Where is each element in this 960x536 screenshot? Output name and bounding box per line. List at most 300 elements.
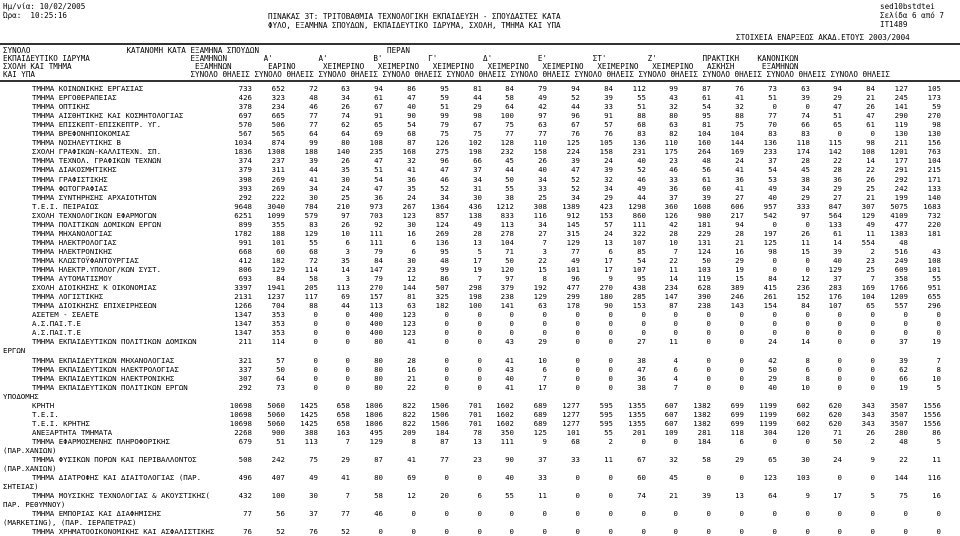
table-cell: 296 <box>927 301 941 311</box>
table-cell: 119 <box>894 120 908 130</box>
table-cell: 43 <box>505 364 514 374</box>
table-cell: 13 <box>473 237 482 247</box>
table-cell: 261 <box>763 292 777 302</box>
table-cell: 5060 <box>267 400 285 410</box>
table-cell: 220 <box>927 219 941 229</box>
table-cell: 0 <box>477 319 482 329</box>
table-cell: 0 <box>706 382 711 392</box>
table-cell: 234 <box>664 283 678 293</box>
table-cell: 36 <box>735 174 744 184</box>
table-cell: 43 <box>932 246 941 256</box>
table-cell: 184 <box>435 427 449 437</box>
table-cell: 3507 <box>890 400 908 410</box>
table-cell: 628 <box>697 283 711 293</box>
table-cell: 33 <box>571 455 580 465</box>
table-cell: 198 <box>468 147 482 157</box>
table-cell: 13 <box>604 237 613 247</box>
table-cell: 400 <box>369 328 383 338</box>
table-cell: 34 <box>538 174 547 184</box>
table-cell: 0 <box>706 328 711 338</box>
table-cell: 39 <box>801 93 810 103</box>
table-cell: 0 <box>837 328 842 338</box>
table-cell: 0 <box>837 364 842 374</box>
table-cell: 76 <box>735 84 744 93</box>
table-cell: 26 <box>801 228 810 238</box>
table-row-label: Α.Σ.ΠΑΙ.Τ.Ε <box>32 328 81 338</box>
table-cell: 24 <box>604 228 613 238</box>
table-cell: 33 <box>538 183 547 193</box>
table-cell: 126 <box>664 210 678 220</box>
table-cell: 264 <box>697 147 711 157</box>
table-cell: 42 <box>669 219 678 229</box>
table-cell: 57 <box>276 355 285 365</box>
table-cell: 37 <box>768 156 777 166</box>
table-cell: 34 <box>440 192 449 202</box>
table-cell: 77 <box>440 455 449 465</box>
table-cell: 46 <box>440 174 449 184</box>
table-cell: 25 <box>866 183 875 193</box>
table-row-label: Α.Σ.ΠΑΙ.Τ.Ε <box>32 319 81 329</box>
table-cell: 19 <box>932 337 941 347</box>
table-cell: 1034 <box>234 138 252 148</box>
table-cell: 0 <box>805 328 810 338</box>
table-cell: 1608 <box>693 201 711 211</box>
table-cell: 26 <box>538 156 547 166</box>
table-cell: 49 <box>637 183 646 193</box>
table-cell: 63 <box>407 301 416 311</box>
table-cell: 40 <box>833 255 842 265</box>
table-cell: 37 <box>833 274 842 284</box>
table-cell: 292 <box>238 192 252 202</box>
table-cell: 0 <box>772 265 777 274</box>
table-cell: 10 <box>932 373 941 383</box>
table-cell: 144 <box>730 138 744 148</box>
table-cell: 113 <box>369 301 383 311</box>
table-cell: 699 <box>730 409 744 419</box>
table-row-label: ΤΜΗΜΑ ΕΚΠΑΙΔΕΥΤΙΚΩΝ ΠΟΛΙΤΙΚΩΝ ΔΟΜΙΚΩΝ <box>32 337 197 347</box>
table-cell: 138 <box>468 210 482 220</box>
table-row-label: ΤΜΗΜΑ ΕΚΠΑΙΔΕΥΤΙΚΩΝ ΗΛΕΚΤΡΟΛΟΓΙΑΣ <box>32 364 179 374</box>
table-cell: 33 <box>669 174 678 184</box>
table-cell: 0 <box>936 319 941 329</box>
table-cell: 47 <box>407 93 416 103</box>
table-cell: 290 <box>894 111 908 121</box>
table-cell: 701 <box>468 418 482 428</box>
table-cell: 74 <box>637 491 646 501</box>
table-cell: 144 <box>894 473 908 483</box>
table-cell: 270 <box>599 283 613 293</box>
table-cell: 0 <box>772 219 777 229</box>
table-cell: 71 <box>833 427 842 437</box>
table-cell: 52 <box>637 165 646 175</box>
table-cell: 0 <box>673 310 678 320</box>
table-cell: 60 <box>702 183 711 193</box>
table-row-label: ΤΜΗΜΑ ΧΡΗΜΑΤΟΟΙΚΟΝΟΜΙΚΗΣ ΚΑΙ ΑΣΦΑΛΙΣΤΙΚΗΣ <box>32 527 215 536</box>
table-cell: 4 <box>673 355 678 365</box>
table-cell: 606 <box>730 201 744 211</box>
table-cell: 55 <box>932 274 941 284</box>
table-cell: 0 <box>575 491 580 501</box>
table-cell: 52 <box>571 174 580 184</box>
table-cell: 43 <box>669 93 678 103</box>
table-cell: 1382 <box>693 400 711 410</box>
table-cell: 91 <box>604 111 613 121</box>
table-cell: 6 <box>805 364 810 374</box>
table-row-label: ΤΜΗΜΑ ΦΥΣΙΚΩΝ ΠΟΡΩΝ ΚΑΙ ΠΕΡΙΒΑΛΛΟΝΤΟΣ <box>32 455 197 465</box>
table-cell: 0 <box>739 509 744 519</box>
table-cell: 86 <box>932 427 941 437</box>
table-cell: 6 <box>411 246 416 256</box>
table-cell: 63 <box>538 301 547 311</box>
table-cell: 991 <box>238 237 252 247</box>
table-cell: 374 <box>238 156 252 166</box>
table-cell: 322 <box>632 228 646 238</box>
table-cell: 0 <box>706 310 711 320</box>
table-cell: 607 <box>664 418 678 428</box>
table-cell: 120 <box>796 427 810 437</box>
table-cell: 0 <box>706 364 711 374</box>
table-row-label: ΤΜΗΜΑ ΣΥΝΤΗΡΗΣΗΣ ΑΡΧΑΙΟΤΗΤΩΝ <box>32 192 157 202</box>
table-row-label: ΤΜΗΜΑ ΕΚΠΑΙΔΕΥΤΙΚΩΝ ΠΟΛΙΤΙΚΩΝ ΕΡΓΩΝ <box>32 382 188 392</box>
table-cell: 105 <box>599 138 613 148</box>
table-cell: 125 <box>566 138 580 148</box>
table-cell: 147 <box>369 265 383 274</box>
table-cell: 5 <box>936 382 941 392</box>
table-cell: 10 <box>538 355 547 365</box>
table-cell: 407 <box>271 473 285 483</box>
table-cell: 822 <box>402 400 416 410</box>
table-cell: 14 <box>866 156 875 166</box>
group-caption: ΣΗΤΕΙΑΣ) <box>3 482 39 492</box>
table-cell: 75 <box>473 129 482 139</box>
table-cell: 0 <box>444 382 449 392</box>
table-cell: 1602 <box>496 418 514 428</box>
table-cell: 84 <box>768 274 777 284</box>
table-cell: 68 <box>571 436 580 446</box>
table-cell: 1556 <box>923 409 941 419</box>
table-cell: 36 <box>669 183 678 193</box>
table-cell: 0 <box>345 310 350 320</box>
table-cell: 3 <box>345 274 350 284</box>
table-cell: 133 <box>828 219 842 229</box>
table-cell: 0 <box>608 382 613 392</box>
table-cell: 12 <box>407 274 416 284</box>
table-cell: 0 <box>706 527 711 536</box>
table-cell: 0 <box>837 310 842 320</box>
table-cell: 113 <box>304 436 318 446</box>
table-cell: 33 <box>538 473 547 483</box>
table-cell: 0 <box>575 319 580 329</box>
table-cell: 90 <box>505 455 514 465</box>
table-cell: 1425 <box>300 418 318 428</box>
table-cell: 51 <box>833 111 842 121</box>
table-cell: 182 <box>271 255 285 265</box>
table-cell: 0 <box>805 102 810 112</box>
table-cell: 980 <box>697 210 711 220</box>
table-cell: 1277 <box>562 400 580 410</box>
table-cell: 307 <box>238 373 252 383</box>
table-cell: 54 <box>374 174 383 184</box>
table-cell: 16 <box>735 246 744 256</box>
table-cell: 26 <box>866 102 875 112</box>
table-cell: 77 <box>768 111 777 121</box>
table-cell: 14 <box>341 265 350 274</box>
table-cell: 80 <box>374 364 383 374</box>
table-cell: 158 <box>599 147 613 157</box>
table-cell: 129 <box>304 228 318 238</box>
table-cell: 46 <box>637 174 646 184</box>
table-cell: 0 <box>739 527 744 536</box>
table-cell: 0 <box>673 319 678 329</box>
table-cell: 88 <box>309 301 318 311</box>
table-cell: 73 <box>276 382 285 392</box>
table-cell: 0 <box>345 373 350 383</box>
table-cell: 79 <box>440 120 449 130</box>
table-cell: 315 <box>566 228 580 238</box>
table-cell: 0 <box>509 310 514 320</box>
table-cell: 96 <box>440 156 449 166</box>
table-cell: 423 <box>599 201 613 211</box>
table-cell: 49 <box>768 183 777 193</box>
table-cell: 0 <box>608 319 613 329</box>
table-cell: 49 <box>309 473 318 483</box>
table-cell: 325 <box>435 292 449 302</box>
table-cell: 24 <box>833 455 842 465</box>
table-cell: 393 <box>238 183 252 193</box>
table-cell: 38 <box>801 174 810 184</box>
table-cell: 6 <box>739 436 744 446</box>
table-cell: 298 <box>468 283 482 293</box>
table-cell: 68 <box>407 129 416 139</box>
table-cell: 0 <box>903 310 908 320</box>
table-cell: 46 <box>669 165 678 175</box>
table-cell: 5 <box>477 246 482 256</box>
table-cell: 66 <box>801 120 810 130</box>
table-cell: 0 <box>608 328 613 338</box>
table-cell: 21 <box>407 373 416 383</box>
table-cell: 0 <box>313 355 318 365</box>
table-cell: 269 <box>271 174 285 184</box>
table-cell: 0 <box>345 337 350 347</box>
table-cell: 129 <box>566 237 580 247</box>
table-cell: 113 <box>500 219 514 229</box>
table-cell: 71 <box>505 246 514 256</box>
table-cell: 343 <box>861 409 875 419</box>
table-cell: 50 <box>768 364 777 374</box>
table-cell: 0 <box>608 509 613 519</box>
table-cell: 64 <box>341 129 350 139</box>
table-cell: 0 <box>805 527 810 536</box>
table-cell: 2 <box>608 436 613 446</box>
table-cell: 0 <box>509 319 514 329</box>
table-cell: 129 <box>828 265 842 274</box>
table-row-label: ΣΧΟΛΗ ΓΡΑΦΙΚΩΝ-ΚΑΛΛΙΤΕΧΝ. ΣΠ. <box>32 147 162 157</box>
table-cell: 153 <box>632 301 646 311</box>
table-cell: 0 <box>837 319 842 329</box>
table-cell: 217 <box>730 210 744 220</box>
table-cell: 32 <box>669 455 678 465</box>
table-cell: 54 <box>637 255 646 265</box>
table-cell: 9 <box>542 436 547 446</box>
table-cell: 41 <box>309 174 318 184</box>
table-cell: 95 <box>637 274 646 284</box>
table-cell: 130 <box>927 129 941 139</box>
table-cell: 17 <box>538 382 547 392</box>
table-cell: 0 <box>444 337 449 347</box>
table-cell: 30 <box>801 455 810 465</box>
table-cell: 0 <box>608 473 613 483</box>
table-cell: 278 <box>500 228 514 238</box>
table-cell: 17 <box>604 265 613 274</box>
table-cell: 42 <box>768 355 777 365</box>
table-cell: 29 <box>768 373 777 383</box>
table-cell: 0 <box>903 509 908 519</box>
table-cell: 40 <box>505 373 514 383</box>
table-cell: 1212 <box>496 201 514 211</box>
table-cell: 567 <box>238 129 252 139</box>
table-cell: 110 <box>533 138 547 148</box>
table-cell: 6 <box>673 364 678 374</box>
table-cell: 0 <box>772 328 777 338</box>
table-cell: 0 <box>805 255 810 265</box>
table-cell: 31 <box>473 183 482 193</box>
table-cell: 1425 <box>300 409 318 419</box>
table-cell: 30 <box>309 192 318 202</box>
table-cell: 37 <box>899 337 908 347</box>
table-cell: 120 <box>500 265 514 274</box>
table-cell: 61 <box>702 174 711 184</box>
table-cell: 81 <box>473 84 482 93</box>
table-cell: 7 <box>345 436 350 446</box>
table-cell: 136 <box>435 237 449 247</box>
table-cell: 542 <box>763 210 777 220</box>
table-cell: 65 <box>768 455 777 465</box>
table-cell: 0 <box>739 373 744 383</box>
table-cell: 21 <box>735 237 744 247</box>
table-cell: 14 <box>669 274 678 284</box>
table-cell: 63 <box>341 84 350 93</box>
table-cell: 163 <box>336 427 350 437</box>
table-cell: 99 <box>309 138 318 148</box>
table-cell: 58 <box>374 491 383 501</box>
table-cell: 50 <box>505 174 514 184</box>
table-cell: 173 <box>927 93 941 103</box>
table-cell: 1266 <box>234 301 252 311</box>
table-cell: 160 <box>697 138 711 148</box>
table-cell: 56 <box>702 165 711 175</box>
table-cell: 52 <box>276 527 285 536</box>
table-cell: 1836 <box>234 147 252 157</box>
table-cell: 29 <box>735 455 744 465</box>
table-cell: 564 <box>828 210 842 220</box>
table-cell: 77 <box>309 111 318 121</box>
table-cell: 174 <box>796 147 810 157</box>
table-cell: 104 <box>500 237 514 247</box>
table-cell: 37 <box>309 509 318 519</box>
table-cell: 10698 <box>229 400 252 410</box>
table-cell: 1506 <box>431 400 449 410</box>
table-cell: 127 <box>894 84 908 93</box>
table-cell: 145 <box>566 219 580 229</box>
table-cell: 101 <box>271 237 285 247</box>
table-cell: 205 <box>304 283 318 293</box>
table-cell: 27 <box>538 228 547 238</box>
table-cell: 0 <box>477 373 482 383</box>
table-cell: 34 <box>341 93 350 103</box>
table-cell: 123 <box>402 210 416 220</box>
table-cell: 0 <box>509 328 514 338</box>
table-cell: 699 <box>730 400 744 410</box>
table-row-label: ΤΜΗΜΑ ΗΛΕΚΤΡ.ΥΠΟΛΟΓ/ΚΩΝ ΣΥΣΤ. <box>32 265 162 274</box>
table-cell: 358 <box>894 274 908 284</box>
table-cell: 9 <box>608 274 613 284</box>
table-cell: 64 <box>276 373 285 383</box>
table-cell: 0 <box>608 527 613 536</box>
table-cell: 232 <box>500 147 514 157</box>
table-cell: 665 <box>271 111 285 121</box>
table-cell: 36 <box>407 174 416 184</box>
table-cell: 0 <box>903 527 908 536</box>
table-cell: 269 <box>271 183 285 193</box>
table-cell: 40 <box>768 192 777 202</box>
table-cell: 63 <box>669 120 678 130</box>
table-cell: 49 <box>866 219 875 229</box>
table-cell: 61 <box>833 228 842 238</box>
table-cell: 822 <box>402 409 416 419</box>
table-cell: 123 <box>763 473 777 483</box>
table-cell: 242 <box>271 455 285 465</box>
table-cell: 27 <box>735 192 744 202</box>
table-cell: 400 <box>369 310 383 320</box>
table-cell: 188 <box>304 147 318 157</box>
table-cell: 84 <box>505 84 514 93</box>
table-cell: 101 <box>566 427 580 437</box>
table-cell: 125 <box>763 237 777 247</box>
table-cell: 48 <box>702 156 711 166</box>
table-cell: 1506 <box>431 418 449 428</box>
table-cell: 0 <box>608 355 613 365</box>
table-cell: 0 <box>444 527 449 536</box>
table-cell: 3507 <box>890 409 908 419</box>
table-cell: 40 <box>768 382 777 392</box>
table-cell: 1347 <box>234 310 252 320</box>
table-cell: 246 <box>730 292 744 302</box>
table-cell: 1298 <box>628 201 646 211</box>
table-cell: 6251 <box>234 210 252 220</box>
table-cell: 1277 <box>562 409 580 419</box>
table-cell: 22 <box>669 255 678 265</box>
table-cell: 26 <box>866 174 875 184</box>
table-cell: 38 <box>505 192 514 202</box>
table-cell: 19 <box>899 382 908 392</box>
table-cell: 32 <box>735 102 744 112</box>
table-cell: 77 <box>571 246 580 256</box>
table-cell: 97 <box>801 210 810 220</box>
table-cell: 61 <box>866 120 875 130</box>
table-cell: 602 <box>796 418 810 428</box>
table-cell: 0 <box>313 310 318 320</box>
table-cell: 224 <box>566 147 580 157</box>
table-row-label: ΤΜΗΜΑ ΔΙΑΚΟΣΜΗΤΙΚΗΣ <box>32 165 117 175</box>
table-cell: 11 <box>669 337 678 347</box>
table-cell: 579 <box>304 210 318 220</box>
table-cell: 50 <box>276 364 285 374</box>
table-row-label: ΤΜΗΜΑ ΕΚΠΑΙΔΕΥΤΙΚΩΝ ΜΗΧΑΝΟΛΟΓΙΑΣ <box>32 355 175 365</box>
table-cell: 29 <box>833 93 842 103</box>
table-cell: 353 <box>271 319 285 329</box>
table-cell: 147 <box>664 292 678 302</box>
table-cell: 72 <box>309 255 318 265</box>
